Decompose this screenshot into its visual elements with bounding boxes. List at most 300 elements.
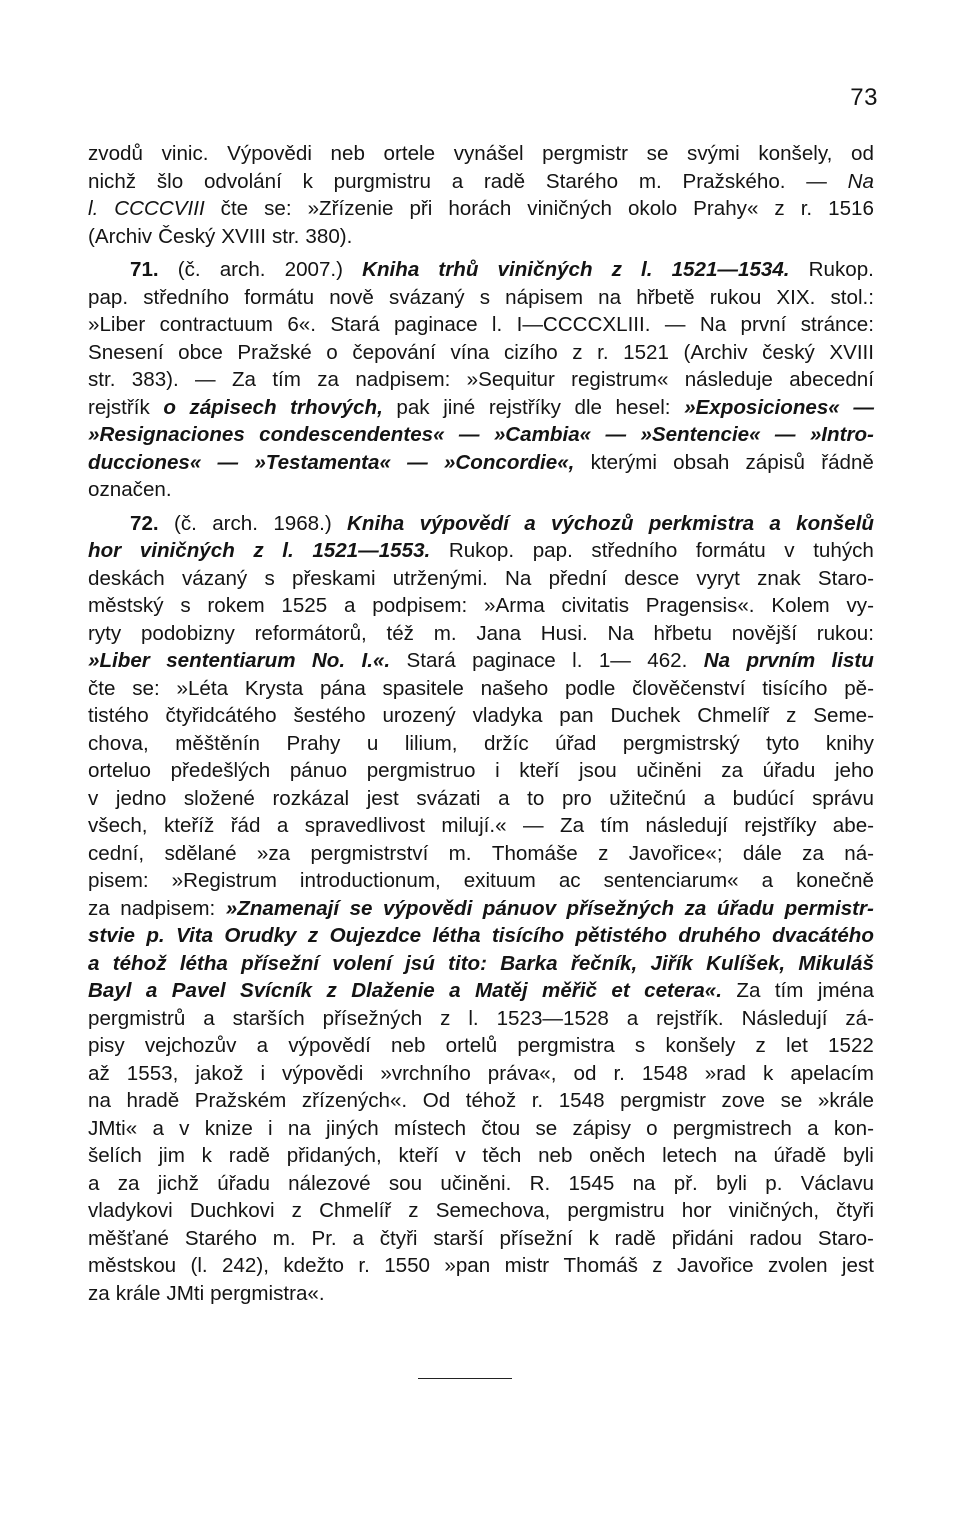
- word: Thomáš: [563, 1254, 638, 1277]
- word: Matěj: [475, 979, 528, 1002]
- word: jim: [158, 1144, 185, 1167]
- page-number: 73: [850, 84, 878, 111]
- word: předešlých: [170, 759, 271, 782]
- word: létha: [432, 924, 481, 947]
- word: Český: [158, 224, 216, 248]
- word: »Liber: [88, 649, 150, 672]
- word: No.: [311, 649, 346, 672]
- word: pergmistr: [542, 142, 628, 165]
- word: r.: [597, 340, 609, 364]
- word: 1553,: [126, 1061, 179, 1085]
- text-line: [88, 592, 874, 620]
- text-line: [88, 1225, 874, 1253]
- word: pergmistr: [620, 1089, 706, 1112]
- word: m.: [448, 841, 472, 865]
- word: zove: [721, 1089, 766, 1112]
- word: reformátorů,: [254, 621, 367, 645]
- word: horách: [448, 197, 512, 220]
- text-line: [88, 620, 874, 648]
- word: z: [755, 1034, 766, 1057]
- word: hřbetě: [636, 285, 695, 309]
- word: chova,: [88, 731, 149, 755]
- word: »Concordie«,: [443, 450, 575, 474]
- word: l.: [572, 649, 583, 672]
- word: XIX.: [776, 285, 816, 309]
- word: jsú: [405, 951, 435, 975]
- word: úřadě: [773, 1144, 827, 1167]
- text-line: [88, 449, 874, 477]
- word: (Archiv: [88, 224, 153, 248]
- word: Výpovědi: [227, 142, 312, 165]
- word: z: [786, 704, 797, 727]
- word: a: [276, 814, 289, 837]
- word: vína: [450, 340, 490, 364]
- word: perkmistra: [648, 511, 755, 535]
- word: Kniha: [347, 511, 405, 535]
- word: pap.: [532, 539, 573, 562]
- word: zřízených«.: [301, 1089, 408, 1112]
- word: rejstříky: [488, 395, 561, 419]
- word: Mikuláš: [798, 951, 874, 975]
- word: jména: [817, 979, 874, 1002]
- word: a: [451, 169, 464, 193]
- word: Na: [847, 169, 874, 193]
- text-line: [88, 1087, 874, 1115]
- word: jedno: [115, 786, 167, 810]
- word: následují: [645, 814, 728, 837]
- word: vinic.: [161, 142, 209, 165]
- word: na: [287, 1116, 311, 1140]
- word: čtou: [481, 1116, 521, 1140]
- word: za: [117, 1171, 140, 1195]
- word: 1550: [384, 1254, 431, 1277]
- word: et: [611, 979, 630, 1002]
- text-line: [88, 757, 874, 785]
- word: Chmelíř: [697, 704, 770, 727]
- word: užitečnú: [609, 786, 687, 810]
- word: arch.: [219, 258, 266, 281]
- word: druhého: [678, 924, 761, 947]
- word: novější: [731, 621, 797, 645]
- word: pergmistruo: [366, 759, 476, 782]
- word: jsou: [578, 759, 617, 782]
- word: Pražského.: [682, 169, 786, 193]
- word: Od: [422, 1089, 451, 1112]
- word: »krále: [817, 1089, 874, 1112]
- word: m.: [433, 621, 457, 645]
- word: »Znamenají: [225, 896, 340, 920]
- word: Jiřík: [650, 951, 693, 975]
- word: volení: [332, 951, 392, 975]
- word: konšely: [665, 1034, 736, 1057]
- word: 1968.): [273, 511, 332, 535]
- text-line: [88, 922, 874, 950]
- word: 72.: [130, 511, 159, 535]
- word: přeskami: [291, 566, 376, 590]
- word: Na: [607, 621, 634, 645]
- word: a: [88, 1171, 100, 1195]
- word: »Arma: [484, 594, 545, 617]
- word: pánuo: [289, 759, 348, 782]
- word: viničných: [139, 539, 235, 562]
- word: z: [572, 340, 583, 364]
- word: od: [573, 1061, 597, 1085]
- word: byli: [716, 1171, 747, 1195]
- word: se: [349, 896, 373, 920]
- word: zápisů: [745, 450, 806, 474]
- word: čte: [88, 676, 116, 700]
- word: JMti: [166, 1281, 205, 1305]
- word: pergmistra: [517, 1034, 615, 1057]
- word: zvodů: [88, 142, 143, 165]
- word: podle: [564, 676, 616, 700]
- word: čtyři: [379, 1226, 418, 1250]
- word: z: [598, 841, 609, 865]
- word: r.: [800, 197, 813, 220]
- word: trhů: [438, 258, 479, 281]
- body-text: [88, 140, 874, 1307]
- word: Pavel: [171, 979, 226, 1002]
- word: purgmistru: [333, 169, 431, 193]
- word: o: [646, 1116, 658, 1140]
- word: práva«,: [487, 1061, 557, 1085]
- word: za: [721, 759, 744, 782]
- text-line: [88, 1252, 874, 1280]
- word: obce: [178, 340, 223, 364]
- word: jest: [366, 786, 399, 810]
- word: »Sequitur: [466, 368, 555, 391]
- word: str.: [88, 368, 116, 391]
- text-line: [88, 168, 874, 196]
- word: stránce:: [800, 313, 874, 336]
- word: Krysta: [244, 676, 304, 700]
- word: m.: [272, 1226, 296, 1250]
- word: Za: [736, 979, 761, 1002]
- word: (l.: [190, 1254, 208, 1277]
- word: —: [774, 423, 796, 446]
- word: p.: [146, 924, 165, 947]
- word: paginace: [393, 313, 478, 336]
- word: Stará: [330, 313, 380, 336]
- word: desce: [624, 566, 680, 590]
- word: Thomáše: [491, 841, 578, 865]
- word: neb: [538, 1144, 573, 1167]
- word: neb: [391, 1034, 426, 1057]
- word: pě-: [844, 676, 874, 700]
- word: starších: [232, 1006, 305, 1030]
- word: za: [802, 841, 824, 865]
- word: 1521: [623, 340, 669, 364]
- word: Za: [231, 368, 256, 391]
- word: od: [850, 142, 874, 165]
- word: a: [703, 786, 716, 810]
- word: okolo: [627, 197, 678, 220]
- word: nálezové: [288, 1171, 371, 1195]
- word: měštěnín: [175, 731, 260, 755]
- word: přísežní: [241, 951, 319, 975]
- word: condescendentes«: [259, 423, 445, 446]
- word: oněch: [589, 1144, 646, 1167]
- word: Svícník: [239, 979, 313, 1002]
- word: řečník,: [570, 951, 638, 975]
- word: Na: [699, 313, 727, 336]
- word: a: [256, 1034, 269, 1057]
- word: svými: [687, 142, 740, 165]
- word: 1521—1553.: [312, 539, 431, 562]
- word: introductionum,: [299, 869, 441, 892]
- word: Za: [559, 814, 585, 837]
- word: XVIII: [829, 340, 874, 364]
- word: »Testamenta«: [254, 450, 391, 474]
- word: učiněni: [636, 759, 702, 782]
- word: letech: [662, 1144, 718, 1167]
- word: a: [761, 869, 774, 892]
- word: l.: [468, 1006, 479, 1030]
- word: Václavu: [800, 1171, 874, 1195]
- word: též: [386, 621, 414, 645]
- word: čtyřidcátého: [165, 704, 277, 727]
- word: budúcí: [732, 786, 795, 810]
- word: kdežto: [283, 1254, 345, 1277]
- word: —: [853, 395, 874, 419]
- word: vladykovi: [88, 1199, 173, 1222]
- word: Javořice«;: [628, 841, 723, 865]
- word: na: [88, 1089, 111, 1112]
- word: to: [527, 786, 545, 810]
- word: (č.: [173, 511, 197, 535]
- word: 1548: [558, 1089, 605, 1112]
- text-line: [88, 476, 874, 504]
- word: s: [634, 1034, 646, 1057]
- word: tím: [600, 814, 630, 837]
- word: pap.: [88, 285, 129, 309]
- word: až: [88, 1061, 110, 1085]
- word: učiněni.: [440, 1171, 512, 1195]
- word: za: [88, 896, 110, 920]
- word: rukou: [709, 285, 762, 309]
- word: vynášel: [453, 142, 524, 165]
- word: hradě: [126, 1089, 180, 1112]
- word: pětistého: [575, 924, 667, 947]
- word: v: [179, 1116, 190, 1140]
- word: a: [626, 1006, 639, 1030]
- word: hřbetu: [653, 621, 712, 645]
- word: Na: [703, 649, 731, 672]
- word: z: [291, 1199, 302, 1222]
- word: s: [479, 285, 491, 309]
- word: a: [352, 1226, 364, 1250]
- closing-rule: [418, 1378, 512, 1379]
- text-line: [88, 565, 874, 593]
- word: 383).: [131, 368, 179, 391]
- word: na: [598, 285, 622, 309]
- text-line: [88, 702, 874, 730]
- word: hor: [88, 539, 122, 562]
- word: Semechova,: [435, 1199, 551, 1222]
- word: Stará: [406, 649, 456, 672]
- word: úřadu: [217, 1171, 270, 1195]
- word: urozený: [382, 704, 456, 727]
- word: následuje: [684, 368, 773, 391]
- word: ducciones«: [88, 450, 202, 474]
- word: měšťané: [88, 1226, 169, 1250]
- word: listu: [831, 649, 874, 672]
- text-line: [88, 311, 874, 339]
- word: zá-: [845, 1006, 874, 1030]
- word: jiné: [443, 395, 476, 419]
- word: Oujezdce: [329, 924, 422, 947]
- word: —: [217, 450, 239, 474]
- word: ac: [558, 869, 581, 892]
- word: z: [611, 258, 622, 281]
- word: podobizny: [140, 621, 235, 645]
- word: pergmistrský: [622, 731, 740, 755]
- word: znak: [757, 566, 801, 590]
- word: vy-: [846, 594, 874, 617]
- word: formátu: [695, 539, 766, 562]
- word: o: [163, 395, 176, 419]
- word: obsah: [673, 450, 730, 474]
- text-line: [88, 812, 874, 840]
- word: z: [326, 979, 337, 1002]
- word: pan: [559, 704, 594, 727]
- word: označen.: [88, 478, 172, 501]
- word: m.: [638, 169, 662, 193]
- word: dle: [574, 395, 602, 419]
- word: p.: [765, 1171, 783, 1195]
- word: »Registrum: [171, 869, 277, 892]
- word: jeho: [834, 759, 874, 782]
- text-line: [88, 1197, 874, 1225]
- word: kteří: [519, 759, 560, 782]
- word: městský: [88, 594, 164, 617]
- word: cední,: [88, 841, 145, 865]
- word: 1545: [568, 1171, 615, 1195]
- word: Pražské: [237, 340, 312, 364]
- word: sententiarum: [166, 649, 296, 672]
- word: Javořice: [676, 1254, 754, 1277]
- word: Pražském: [194, 1089, 287, 1112]
- word: r.: [358, 1254, 370, 1277]
- word: tuhých: [813, 539, 874, 562]
- word: v: [88, 786, 99, 810]
- word: nichž: [88, 169, 137, 193]
- word: těch: [482, 1144, 522, 1167]
- text-line: [88, 366, 874, 394]
- word: tisícího: [491, 924, 565, 947]
- word: 71.: [130, 258, 159, 281]
- word: a: [807, 1116, 819, 1140]
- word: milují.«: [441, 814, 507, 837]
- word: pána: [319, 676, 366, 700]
- word: řád: [230, 814, 261, 837]
- word: »vrchního: [380, 1061, 471, 1085]
- word: knize: [204, 1116, 253, 1140]
- word: tistého: [88, 704, 149, 727]
- word: čepování: [352, 340, 436, 364]
- word: rejstříky: [744, 814, 817, 837]
- word: nápisem: [505, 285, 584, 309]
- word: Orudky: [224, 924, 297, 947]
- word: Bayl: [88, 979, 132, 1002]
- word: tím: [272, 368, 301, 391]
- word: Barka: [500, 951, 558, 975]
- word: r.: [531, 1089, 544, 1112]
- word: k: [588, 1226, 599, 1250]
- word: z: [774, 197, 785, 220]
- word: k: [302, 169, 313, 193]
- word: vázaný: [181, 566, 248, 590]
- word: ná-: [844, 841, 874, 865]
- word: správu: [812, 786, 874, 810]
- word: Následují: [741, 1006, 828, 1030]
- word: starší: [433, 1226, 484, 1250]
- word: člověčenství: [632, 676, 746, 700]
- word: první: [740, 313, 787, 336]
- word: pergmistrství: [310, 841, 429, 865]
- word: ortelů: [445, 1034, 498, 1057]
- text-line: [88, 1005, 874, 1033]
- word: viničných: [497, 258, 593, 281]
- word: 1—: [598, 649, 631, 672]
- word: rozkázal: [272, 786, 350, 810]
- word: rukou:: [816, 621, 874, 645]
- word: přidáni: [671, 1226, 734, 1250]
- word: a: [769, 511, 781, 535]
- word: rokem: [207, 594, 265, 617]
- word: z: [652, 1254, 663, 1277]
- text-line: [88, 1280, 874, 1308]
- text-line: [88, 1060, 874, 1088]
- word: a: [145, 979, 158, 1002]
- word: rejstřík: [88, 395, 150, 419]
- word: s: [180, 594, 191, 617]
- word: na: [632, 1171, 656, 1195]
- word: byli: [842, 1144, 874, 1167]
- word: nadpisem:: [355, 368, 451, 391]
- text-line: [88, 421, 874, 449]
- word: téhož: [465, 1089, 517, 1112]
- word: »Resignaciones: [88, 423, 245, 446]
- word: kon-: [833, 1116, 874, 1140]
- text-line: [88, 1170, 874, 1198]
- word: spravedlivost: [304, 814, 425, 837]
- word: řádně: [821, 450, 874, 474]
- word: za: [88, 1281, 110, 1305]
- word: za: [317, 368, 339, 391]
- word: dále: [742, 841, 782, 865]
- word: i: [268, 1116, 273, 1140]
- word: 1522: [828, 1034, 874, 1057]
- word: přidaných,: [286, 1144, 382, 1167]
- word: složené: [183, 786, 255, 810]
- word: konečně: [796, 869, 874, 892]
- word: registrum«: [571, 368, 669, 391]
- word: pisem:: [88, 869, 149, 892]
- word: »Zřízenie: [307, 197, 394, 220]
- word: pisy: [88, 1034, 125, 1057]
- word: středního: [591, 539, 678, 562]
- word: Pragensis«.: [645, 594, 755, 617]
- word: r.: [613, 1061, 625, 1085]
- word: a: [449, 979, 461, 1002]
- word: CCCCVIII: [114, 197, 205, 220]
- word: Prahy«: [693, 197, 759, 220]
- word: u: [366, 731, 379, 755]
- word: středního: [143, 285, 230, 309]
- word: radě: [228, 1144, 270, 1167]
- word: 1521—1534.: [671, 258, 790, 281]
